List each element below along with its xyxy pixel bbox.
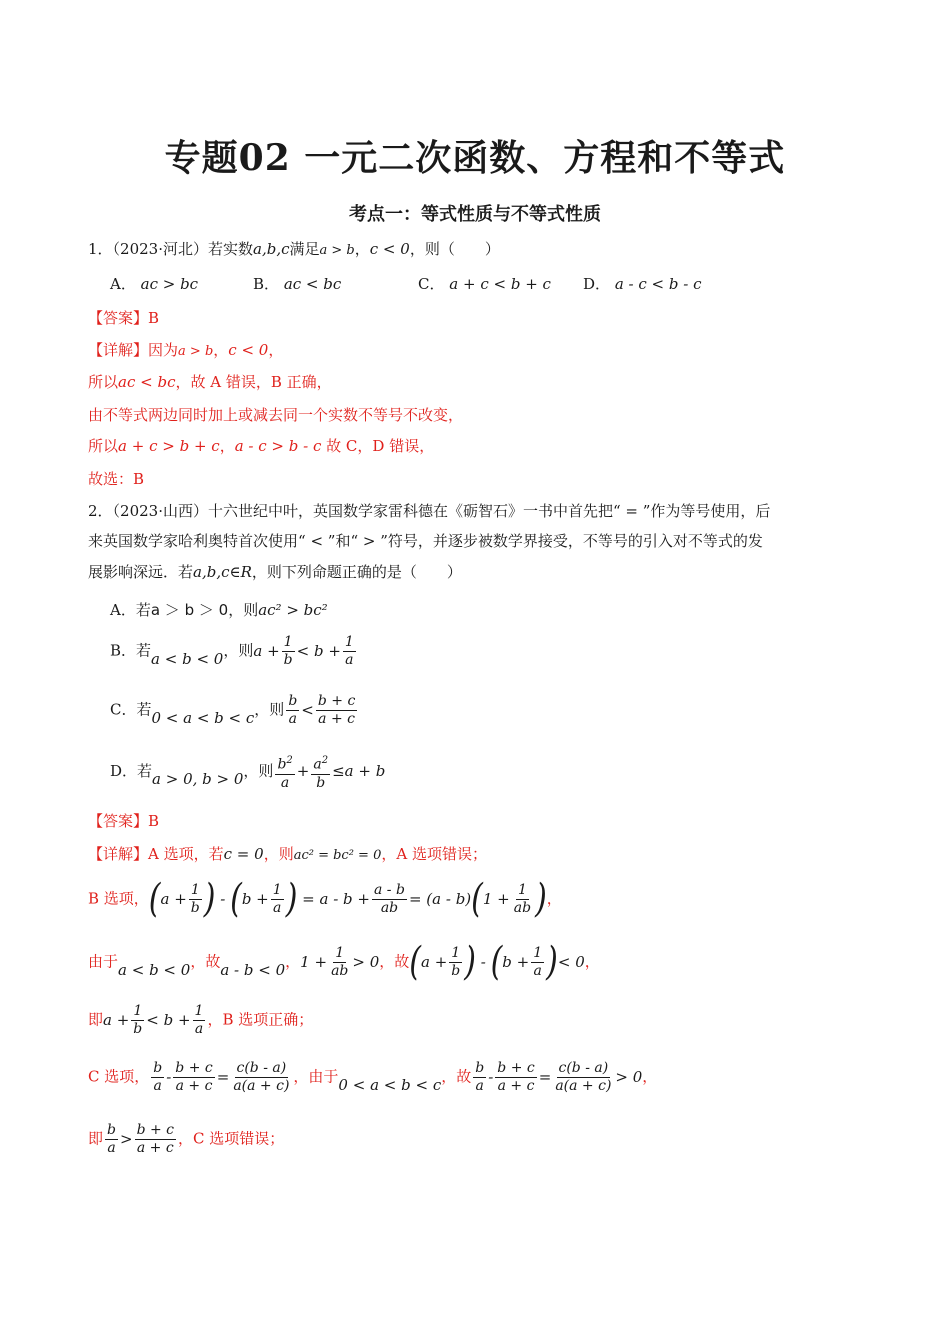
q2-line3b: a,b,c∈R [193,563,252,581]
q2-option-d-cond: a > 0, b > 0 [152,769,244,788]
q1-d4d: 故 C，D 错误， [326,437,435,455]
q2-option-c-result: $\frac{b}{a}$ < $\frac{b + c}{a + c}$ [288,693,356,727]
q2-e2a: B 选项， [88,889,149,908]
q2-option-c-mid: ，则 [254,700,285,719]
q1-option-a[interactable] [110,273,198,295]
q2-detail-line3: 由于a < b < 0，故a - b < 0，1 + $\frac{1}{ab}$ > 0，故(a + $\frac{1}{b}$ ) - (b + $\frac{1}{a}$ )< 0， [88,939,600,985]
q1-d2a: 所以 [88,373,119,391]
q2-e6a: 即 [88,1129,104,1148]
q1-detail-line3: 由不等式两边同时加上或减去同一个实数不等号不改变， [88,406,464,424]
q1-d4a: 所以 [88,437,119,455]
q1-option-d[interactable] [583,273,701,295]
q2-stem-line2: 来英国数学家哈利奥特首次使用“ < ”和“ > ”符号，并逐步被数学界接受，不等号的引入对不等式的发 [88,532,763,550]
q1-d4b: a + c > b + c [118,437,220,455]
q2-detail-line2: B 选项，(a + $\frac{1}{b}$ ) - (b + $\frac{1}{a}$ ) = a - b + $\frac{a - b}{ab}$ = (a - b)(1 + $\frac{1}{ab}$ )， [88,876,562,922]
q2-option-b-label: B．若 [110,641,152,660]
q2-e1e: ，A 选项错误； [381,845,487,863]
q2-e1a: A 选项，若 [148,845,224,863]
q2-b-derivation: (a + $\frac{1}{b}$ ) - (b + $\frac{1}{a}$ ) = a - b + $\frac{a - b}{ab}$ = (a - b)(1 + $\frac{1}{ab}$ ) [148,876,547,922]
q2-e5c: 0 < a < b < c [338,1075,442,1094]
q2-option-c[interactable] [110,693,359,728]
q2-stem-line1: 2．（2023·山西）十六世纪中叶，英国数学家雷科德在《砺智石》一书中首先把“ = ”作为等号使用，后 [88,502,771,520]
q2-e3a: 由于 [88,952,119,971]
q2-e3-frac-ineq: 1 + $\frac{1}{ab}$ > 0 [300,945,380,979]
q2-c-result: $\frac{b}{a}$ - $\frac{b + c}{a + c}$ = $\frac{c(b - a)}{a(a + c)}$ > 0 [475,1060,643,1094]
q2-e1d: ac² = bc² = 0 [293,848,382,863]
section-heading: 考点一：等式性质与不等式性质 [349,204,601,225]
q2-e6-ineq: $\frac{b}{a}$ > $\frac{b + c}{a + c}$ [107,1122,174,1156]
q1-d1b: a > b [178,344,214,359]
q2-option-c-cond: 0 < a < b < c [151,708,255,727]
q1-option-a-expr: ac > bc [140,275,199,293]
q1-d2c: ，故 A 错误，B 正确， [175,373,332,391]
q1-option-a-label: A． [110,275,136,293]
q1-d1c: c < 0 [228,341,269,359]
q2-e3-result: (a + $\frac{1}{b}$ ) - (b + $\frac{1}{a}$ )< 0 [409,939,585,985]
q1-cond2: c < 0 [369,240,410,258]
q2-stem-line3 [88,561,462,583]
q1-stem-c: ，则（ ） [409,240,500,258]
q2-e6b: ，C 选项错误； [178,1129,285,1148]
q1-stem-b: 满足 [289,240,320,258]
q2-option-a-label: A．若 [110,601,151,619]
q2-line3c: ，则下列命题正确的是（ ） [251,563,462,581]
q2-detail-line6 [88,1122,284,1157]
q1-cond1: a > b [319,243,355,258]
q2-option-a-mid: ，则 [228,601,259,619]
q1-option-d-label: D． [583,275,611,293]
q1-d4c: a - c > b - c [234,437,322,455]
q1-vars: a,b,c [253,240,290,258]
q2-detail-line1 [88,843,487,867]
q2-option-a-cond: a ＞ b ＞ 0 [150,601,229,619]
q2-e4b: ，B 选项正确； [207,1010,314,1029]
q2-e3b: a < b < 0 [118,960,191,979]
q2-answer-value: B [148,812,160,830]
q1-option-c-label: C． [418,275,445,293]
q1-option-b-label: B． [253,275,280,293]
q2-e5a: C 选项， [88,1067,150,1086]
q2-e1b: c = 0 [223,845,264,863]
page-title: 专题02 一元二次函数、方程和不等式 [164,137,786,179]
q1-d2b: ac < bc [118,373,176,391]
q1-option-d-expr: a - c < b - c [614,275,702,293]
q1-answer-tag: 【答案】 [88,309,149,327]
q1-answer-value: B [148,309,160,327]
q2-option-a[interactable] [110,599,328,621]
q2-c-derivation: $\frac{b}{a}$ - $\frac{b + c}{a + c}$ = $\frac{c(b - a)}{a(a + c)}$ [153,1060,290,1094]
q2-answer-tag: 【答案】 [88,812,149,830]
q2-option-b-mid: ，则 [223,641,254,660]
q2-option-b-result: a + $\frac{1}{b}$ < b + $\frac{1}{a}$ [253,634,354,668]
q1-stem-a: 1．（2023·河北）若实数 [88,240,253,258]
q2-e3c: ，故 [190,952,221,971]
q2-option-a-result: ac² > bc² [258,601,328,619]
q2-e5d: ，故 [441,1067,472,1086]
q1-option-c[interactable] [418,273,551,295]
q1-d1a: 因为 [148,341,179,359]
q2-option-d-result: $\frac{b^2}{a}$ + $\frac{a^2}{b}$ ≤a + b [273,762,385,780]
q2-option-d-label: D．若 [110,761,153,780]
q1-detail-line5: 故选：B [88,470,145,488]
q2-option-d-mid: ，则 [243,761,274,780]
q2-line3a: 展影响深远．若 [88,563,194,581]
q2-e3f: ，故 [379,952,410,971]
q2-e4a: 即 [88,1010,104,1029]
q2-option-b[interactable] [110,634,358,669]
q1-detail-tag: 【详解】 [88,341,149,359]
q2-answer [88,810,159,832]
q2-option-b-cond: a < b < 0 [151,649,224,668]
q2-detail-tag: 【详解】 [88,845,149,863]
q2-detail-line5: C 选项， $\frac{b}{a}$ - $\frac{b + c}{a + c}$ = $\frac{c(b - a)}{a(a + c)}$ ，由于0 < a < b < c，故 $\frac{b}{a}$ - $\frac{b + c}{a + c}$ = $\frac{c(b - a)}{a(a + c)}$ > 0， [88,1060,658,1094]
q2-e5b: ，由于 [293,1067,339,1086]
q1-option-b[interactable] [253,273,341,295]
q2-option-d[interactable] [110,752,385,792]
q2-e3d: a - b < 0 [220,960,286,979]
q1-detail-line4: 所以a + c > b + c，a - c > b - c 故 C，D 错误， [88,437,435,455]
q1-option-b-expr: ac < bc [283,275,342,293]
q2-e1c: ，则 [263,845,294,863]
q1-detail-line1: 【详解】因为a > b，c < 0， [88,341,284,359]
q2-detail-line4 [88,1003,313,1038]
q1-option-c-expr: a + c < b + c [449,275,551,293]
q1-detail-line2 [88,371,332,393]
q1-answer [88,307,159,329]
q1-stem: 1．（2023·河北）若实数a,b,c满足a > b，c < 0，则（ ） [88,240,500,258]
q2-option-c-label: C．若 [110,700,152,719]
q2-e4-ineq: a + $\frac{1}{b}$ < b + $\frac{1}{a}$ [103,1003,204,1037]
q2-e3e: ， [285,952,301,971]
